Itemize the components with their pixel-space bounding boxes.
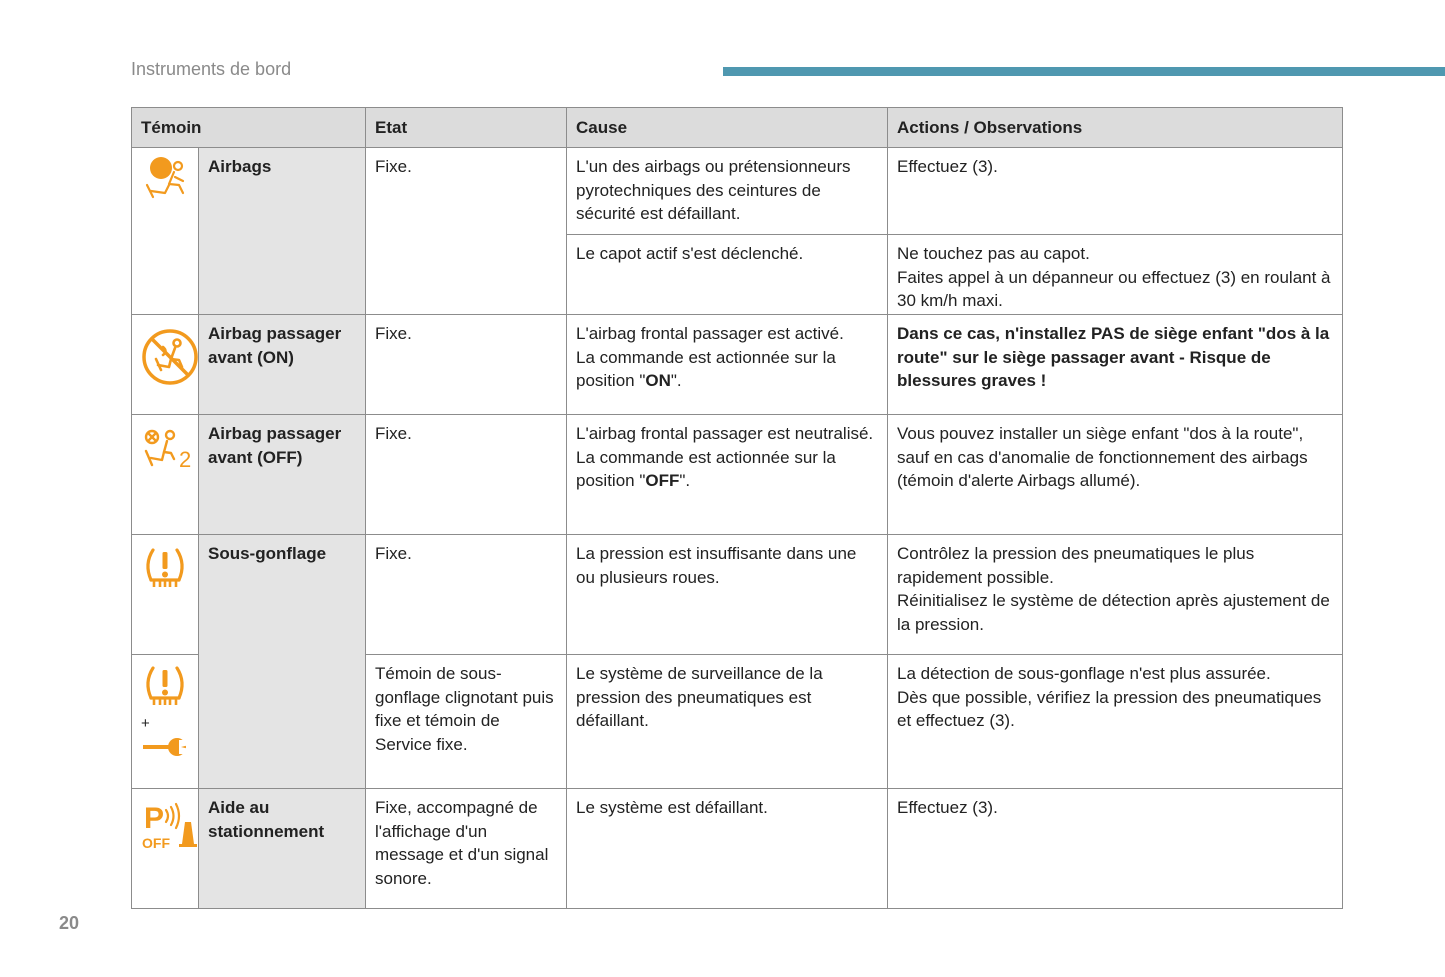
passenger-airbag-on-icon-cell xyxy=(132,315,199,415)
action-cell xyxy=(888,535,1343,655)
action-line: Réinitialisez le système de détection après ajustement de la pression. xyxy=(897,591,1330,634)
table-header-row xyxy=(132,108,1343,148)
tire-service-icon-cell xyxy=(132,655,199,789)
action-line: La détection de sous-gonflage n'est plus assurée. xyxy=(897,664,1271,683)
action-cell: Effectuez (3). xyxy=(888,789,1343,909)
tire-pressure-icon xyxy=(141,546,189,592)
page-number: 20 xyxy=(59,913,80,933)
cause-text: La commande est actionnée sur la position " xyxy=(576,347,836,391)
cause-cell: L'un des airbags ou prétensionneurs pyrotechniques des ceintures de sécurité est défaillant. xyxy=(567,148,888,235)
cause-text: ". xyxy=(670,371,682,391)
cause-line: L'airbag frontal passager est activé. xyxy=(576,324,844,343)
passenger-airbag-off-icon-cell xyxy=(132,415,199,535)
row-name-passenger-on: Airbag passager avant (ON) xyxy=(199,315,366,415)
passenger-airbag-on-icon xyxy=(141,328,199,386)
wrench-icon xyxy=(141,736,189,758)
row-name-parking-aid: Aide au stationnement xyxy=(199,789,366,909)
airbag-warning-icon xyxy=(141,155,189,199)
parking-off-label: OFF xyxy=(142,835,170,851)
section-title: Instruments de bord xyxy=(131,59,292,79)
state-cell: Fixe. xyxy=(366,535,567,655)
state-cell: Témoin de sous-gonflage clignotant puis fixe et témoin de Service fixe. xyxy=(366,655,567,789)
position-on-label: ON xyxy=(645,371,671,391)
state-cell: Fixe. xyxy=(366,148,567,315)
action-cell-warning: Dans ce cas, n'installez PAS de siège enfant "dos à la route" sur le siège passager avant - Risque de blessures graves ! xyxy=(888,315,1343,415)
action-line: Dès que possible, vérifiez la pression des pneumatiques et effectuez (3). xyxy=(897,687,1322,731)
passenger-airbag-off-icon xyxy=(141,428,191,470)
row-name-airbags: Airbags xyxy=(199,148,366,315)
tire-pressure-icon xyxy=(141,664,189,710)
row-name-passenger-off: Airbag passager avant (OFF) xyxy=(199,415,366,535)
header-accent-bar xyxy=(723,67,1445,76)
cause-line xyxy=(576,446,878,493)
cause-cell: La pression est insuffisante dans une ou plusieurs roues. xyxy=(567,535,888,655)
svg-text:2: 2 xyxy=(179,447,191,470)
position-off-label: OFF xyxy=(645,471,680,491)
cause-cell xyxy=(567,415,888,535)
action-line: Ne touchez pas au capot. xyxy=(897,244,1090,263)
svg-text:P: P xyxy=(144,802,165,835)
action-cell xyxy=(888,235,1343,315)
airbag-warning-icon-cell xyxy=(132,148,199,315)
cause-cell xyxy=(567,315,888,415)
action-line: Contrôlez la pression des pneumatiques le plus rapidement possible. xyxy=(897,544,1255,587)
state-cell: Fixe. xyxy=(366,415,567,535)
action-line: Faites appel à un dépanneur ou effectuez (3) en roulant à 30 km/h maxi. xyxy=(897,267,1331,311)
table-row xyxy=(132,789,1343,909)
action-cell: Effectuez (3). xyxy=(888,148,1343,235)
cause-cell: Le système est défaillant. xyxy=(567,789,888,909)
row-name-underinflation: Sous-gonflage xyxy=(199,535,366,789)
icon-plus-sign: + xyxy=(141,715,150,732)
tire-pressure-icon-cell xyxy=(132,535,199,655)
cause-text: La commande est actionnée sur la position " xyxy=(576,447,836,491)
state-cell: Fixe, accompagné de l'affichage d'un message et d'un signal sonore. xyxy=(366,789,567,909)
table-row xyxy=(132,415,1343,535)
parking-aid-off-icon xyxy=(141,800,197,852)
cause-line xyxy=(576,346,878,393)
column-header-temoin: Témoin xyxy=(132,108,366,148)
action-cell xyxy=(888,655,1343,789)
state-cell: Fixe. xyxy=(366,315,567,415)
cause-cell: Le système de surveillance de la pression des pneumatiques est défaillant. xyxy=(567,655,888,789)
cause-text: ". xyxy=(679,471,691,491)
column-header-actions: Actions / Observations xyxy=(888,108,1343,148)
warning-lights-table xyxy=(131,107,1343,909)
action-cell: Vous pouvez installer un siège enfant "dos à la route", sauf en cas d'anomalie de fonctionnement des airbags (témoin d'alerte Airbags allumé). xyxy=(888,415,1343,535)
column-header-etat: Etat xyxy=(366,108,567,148)
cause-cell: Le capot actif s'est déclenché. xyxy=(567,235,888,315)
cause-line: L'airbag frontal passager est neutralisé. xyxy=(576,424,874,443)
table-row xyxy=(132,148,1343,235)
table-row xyxy=(132,315,1343,415)
column-header-cause: Cause xyxy=(567,108,888,148)
table-row xyxy=(132,535,1343,655)
parking-aid-off-icon-cell xyxy=(132,789,199,909)
